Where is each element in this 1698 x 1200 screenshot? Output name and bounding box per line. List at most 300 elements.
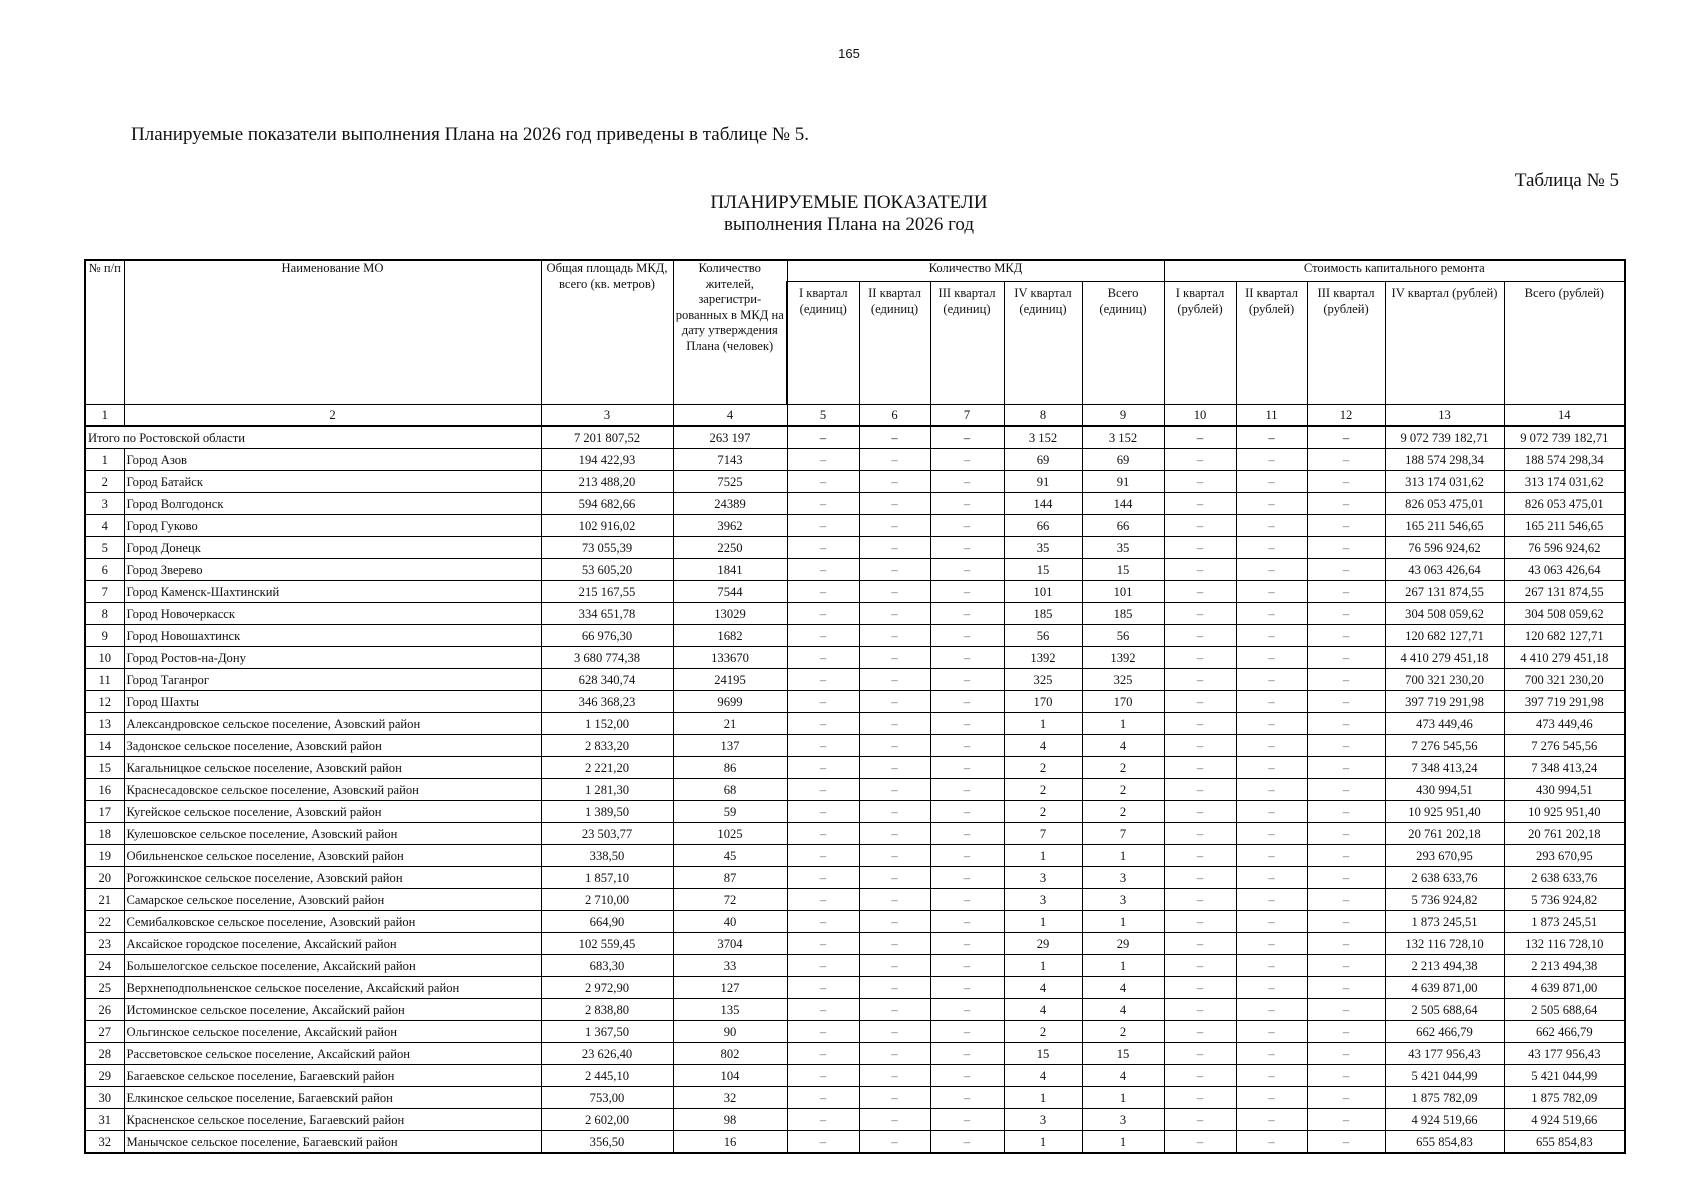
row-q4-rub: 2 638 633,76 [1385,867,1504,889]
total-rub: 9 072 739 182,71 [1504,426,1625,449]
row-total-rub: 5 421 044,99 [1504,1065,1625,1087]
row-q3-units: – [930,559,1004,581]
row-q3-rub: – [1307,933,1385,955]
row-total-units: 1392 [1082,647,1164,669]
row-q2-units: – [859,581,930,603]
row-total-units: 7 [1082,823,1164,845]
row-number: 11 [85,669,124,691]
column-number: 8 [1004,405,1082,427]
row-q4-units: 1 [1004,911,1082,933]
row-area: 3 680 774,38 [541,647,673,669]
row-q1-rub: – [1164,691,1236,713]
row-q2-units: – [859,493,930,515]
row-total-rub: 2 505 688,64 [1504,999,1625,1021]
table-row [85,867,1625,889]
row-area: 102 916,02 [541,515,673,537]
row-q2-units: – [859,669,930,691]
row-total-rub: 4 924 519,66 [1504,1109,1625,1131]
row-q4-rub: 304 508 059,62 [1385,603,1504,625]
row-q1-units: – [787,515,859,537]
row-q2-units: – [859,889,930,911]
row-q1-rub: – [1164,1043,1236,1065]
row-q1-rub: – [1164,1131,1236,1154]
table-row [85,625,1625,647]
total-label: Итого по Ростовской области [85,426,541,449]
row-total-units: 66 [1082,515,1164,537]
row-q2-units: – [859,1021,930,1043]
row-name: Город Ростов-на-Дону [124,647,541,669]
row-q1-rub: – [1164,911,1236,933]
table-row [85,955,1625,977]
row-q3-rub: – [1307,493,1385,515]
row-q4-units: 1 [1004,1087,1082,1109]
row-q4-units: 1392 [1004,647,1082,669]
row-q3-units: – [930,1021,1004,1043]
row-q2-rub: – [1236,471,1307,493]
row-q1-units: – [787,735,859,757]
row-total-rub: 293 670,95 [1504,845,1625,867]
row-q4-units: 1 [1004,1131,1082,1154]
row-q4-rub: 700 321 230,20 [1385,669,1504,691]
row-total-rub: 132 116 728,10 [1504,933,1625,955]
row-q1-rub: – [1164,713,1236,735]
row-q4-rub: 2 505 688,64 [1385,999,1504,1021]
row-total-units: 15 [1082,559,1164,581]
row-name: Задонское сельское поселение, Азовский район [124,735,541,757]
row-q2-rub: – [1236,537,1307,559]
row-q3-rub: – [1307,911,1385,933]
row-q2-units: – [859,537,930,559]
row-q2-units: – [859,779,930,801]
row-number: 1 [85,449,124,471]
row-name: Город Шахты [124,691,541,713]
row-q4-units: 69 [1004,449,1082,471]
row-q1-units: – [787,603,859,625]
row-area: 664,90 [541,911,673,933]
row-name: Елкинское сельское поселение, Багаевский район [124,1087,541,1109]
row-q1-rub: – [1164,1065,1236,1087]
table-row [85,603,1625,625]
row-q1-units: – [787,1131,859,1154]
row-q1-units: – [787,669,859,691]
row-number: 20 [85,867,124,889]
table-row [85,1043,1625,1065]
row-q3-units: – [930,1131,1004,1154]
row-q4-rub: 1 873 245,51 [1385,911,1504,933]
row-q2-rub: – [1236,911,1307,933]
row-q4-rub: 43 063 426,64 [1385,559,1504,581]
row-total-rub: 662 466,79 [1504,1021,1625,1043]
row-q3-units: – [930,779,1004,801]
row-q1-rub: – [1164,449,1236,471]
row-q2-units: – [859,977,930,999]
row-q3-units: – [930,669,1004,691]
row-q2-rub: – [1236,713,1307,735]
row-number: 5 [85,537,124,559]
row-q4-rub: 397 719 291,98 [1385,691,1504,713]
row-q1-units: – [787,911,859,933]
table-row [85,757,1625,779]
row-q3-units: – [930,757,1004,779]
row-q1-rub: – [1164,735,1236,757]
row-q2-rub: – [1236,757,1307,779]
row-q1-units: – [787,933,859,955]
header-total-rub: Всего (рублей) [1504,282,1625,405]
column-number: 7 [930,405,1004,427]
row-number: 24 [85,955,124,977]
row-total-rub: 10 925 951,40 [1504,801,1625,823]
row-q3-units: – [930,867,1004,889]
row-total-rub: 267 131 874,55 [1504,581,1625,603]
row-total-rub: 7 276 545,56 [1504,735,1625,757]
row-q2-rub: – [1236,801,1307,823]
row-q4-rub: 4 410 279 451,18 [1385,647,1504,669]
row-q4-rub: 473 449,46 [1385,713,1504,735]
row-area: 2 602,00 [541,1109,673,1131]
row-residents: 24389 [673,493,787,515]
row-number: 31 [85,1109,124,1131]
header-q1-rub: I квартал (рублей) [1164,282,1236,405]
column-numbers-row [85,405,1625,427]
row-q1-units: – [787,559,859,581]
total-q3-units: – [930,426,1004,449]
row-q4-units: 91 [1004,471,1082,493]
row-residents: 127 [673,977,787,999]
row-q3-units: – [930,801,1004,823]
row-q2-rub: – [1236,1109,1307,1131]
row-q1-rub: – [1164,823,1236,845]
row-total-rub: 188 574 298,34 [1504,449,1625,471]
table-row [85,471,1625,493]
row-area: 66 976,30 [541,625,673,647]
row-q4-units: 3 [1004,867,1082,889]
row-area: 594 682,66 [541,493,673,515]
row-q3-rub: – [1307,1131,1385,1154]
row-q3-units: – [930,1087,1004,1109]
row-name: Багаевское сельское поселение, Багаевский район [124,1065,541,1087]
row-residents: 21 [673,713,787,735]
row-q4-rub: 188 574 298,34 [1385,449,1504,471]
row-q2-rub: – [1236,647,1307,669]
row-total-units: 1 [1082,911,1164,933]
row-number: 13 [85,713,124,735]
row-area: 23 626,40 [541,1043,673,1065]
row-q1-units: – [787,845,859,867]
row-name: Манычское сельское поселение, Багаевский район [124,1131,541,1154]
row-q1-rub: – [1164,757,1236,779]
row-q4-rub: 76 596 924,62 [1385,537,1504,559]
row-q2-units: – [859,757,930,779]
row-q4-rub: 267 131 874,55 [1385,581,1504,603]
row-area: 1 857,10 [541,867,673,889]
row-q2-units: – [859,1043,930,1065]
row-q4-units: 15 [1004,1043,1082,1065]
row-q4-units: 15 [1004,559,1082,581]
header-area: Общая площадь МКД, всего (кв. метров) [541,260,673,405]
total-area: 7 201 807,52 [541,426,673,449]
row-q3-rub: – [1307,757,1385,779]
row-total-units: 2 [1082,757,1164,779]
row-area: 215 167,55 [541,581,673,603]
row-number: 28 [85,1043,124,1065]
row-q2-rub: – [1236,581,1307,603]
row-name: Город Азов [124,449,541,471]
row-number: 9 [85,625,124,647]
row-q2-rub: – [1236,1131,1307,1154]
row-q1-units: – [787,581,859,603]
row-residents: 137 [673,735,787,757]
total-q3-rub: – [1307,426,1385,449]
row-total-units: 4 [1082,999,1164,1021]
row-total-rub: 76 596 924,62 [1504,537,1625,559]
row-q4-units: 1 [1004,713,1082,735]
row-q3-units: – [930,1043,1004,1065]
row-total-rub: 120 682 127,71 [1504,625,1625,647]
row-name: Ольгинское сельское поселение, Аксайский район [124,1021,541,1043]
header-total-units: Всего (единиц) [1082,282,1164,405]
column-number: 14 [1504,405,1625,427]
row-q1-rub: – [1164,779,1236,801]
row-name: Город Зверево [124,559,541,581]
row-q4-units: 29 [1004,933,1082,955]
row-q3-rub: – [1307,955,1385,977]
row-q1-rub: – [1164,559,1236,581]
table-row [85,581,1625,603]
row-q3-rub: – [1307,691,1385,713]
row-name: Город Новошахтинск [124,625,541,647]
row-area: 356,50 [541,1131,673,1154]
row-q2-rub: – [1236,845,1307,867]
row-q2-units: – [859,1087,930,1109]
row-q4-rub: 313 174 031,62 [1385,471,1504,493]
total-q1-rub: – [1164,426,1236,449]
row-area: 334 651,78 [541,603,673,625]
row-q3-rub: – [1307,581,1385,603]
row-q1-rub: – [1164,493,1236,515]
row-q3-units: – [930,449,1004,471]
header-q2-units: II квартал (единиц) [859,282,930,405]
row-q4-rub: 5 421 044,99 [1385,1065,1504,1087]
row-residents: 90 [673,1021,787,1043]
row-total-rub: 2 213 494,38 [1504,955,1625,977]
total-q4-rub: 9 072 739 182,71 [1385,426,1504,449]
total-q4-units: 3 152 [1004,426,1082,449]
row-q4-rub: 655 854,83 [1385,1131,1504,1154]
table-row [85,669,1625,691]
row-q1-rub: – [1164,647,1236,669]
row-q4-rub: 4 924 519,66 [1385,1109,1504,1131]
row-q1-units: – [787,955,859,977]
row-q1-units: – [787,1065,859,1087]
row-total-rub: 20 761 202,18 [1504,823,1625,845]
row-number: 32 [85,1131,124,1154]
row-total-rub: 826 053 475,01 [1504,493,1625,515]
row-area: 1 389,50 [541,801,673,823]
row-q4-units: 66 [1004,515,1082,537]
row-number: 15 [85,757,124,779]
column-number: 6 [859,405,930,427]
row-number: 18 [85,823,124,845]
table-row [85,713,1625,735]
row-total-units: 325 [1082,669,1164,691]
row-number: 6 [85,559,124,581]
row-q2-rub: – [1236,889,1307,911]
column-number: 4 [673,405,787,427]
header-q3-rub: III квартал (рублей) [1307,282,1385,405]
title-line-1: ПЛАНИРУЕМЫЕ ПОКАЗАТЕЛИ [710,192,988,213]
row-q3-units: – [930,977,1004,999]
row-total-rub: 165 211 546,65 [1504,515,1625,537]
row-total-rub: 7 348 413,24 [1504,757,1625,779]
table-row [85,1087,1625,1109]
row-q4-rub: 1 875 782,09 [1385,1087,1504,1109]
row-q2-units: – [859,823,930,845]
table-label: Таблица № 5 [1514,170,1619,191]
row-q4-units: 1 [1004,845,1082,867]
row-q1-rub: – [1164,999,1236,1021]
row-total-units: 1 [1082,713,1164,735]
row-q2-rub: – [1236,1043,1307,1065]
table-row [85,515,1625,537]
row-name: Город Таганрог [124,669,541,691]
row-q3-rub: – [1307,999,1385,1021]
row-name: Семибалковское сельское поселение, Азовский район [124,911,541,933]
row-q1-units: – [787,889,859,911]
row-q4-units: 2 [1004,801,1082,823]
total-row [85,426,1625,449]
column-number: 5 [787,405,859,427]
row-q3-units: – [930,537,1004,559]
row-q1-rub: – [1164,867,1236,889]
row-q4-units: 4 [1004,999,1082,1021]
row-name: Город Донецк [124,537,541,559]
row-q2-rub: – [1236,559,1307,581]
total-q1-units: – [787,426,859,449]
row-area: 73 055,39 [541,537,673,559]
row-q2-units: – [859,735,930,757]
column-number: 9 [1082,405,1164,427]
row-q1-rub: – [1164,625,1236,647]
row-total-units: 3 [1082,889,1164,911]
row-q1-rub: – [1164,471,1236,493]
row-q2-rub: – [1236,735,1307,757]
row-number: 27 [85,1021,124,1043]
column-number: 1 [85,405,124,427]
row-q1-rub: – [1164,537,1236,559]
row-number: 16 [85,779,124,801]
table-row [85,537,1625,559]
row-q3-rub: – [1307,977,1385,999]
row-q2-units: – [859,845,930,867]
row-q2-rub: – [1236,1087,1307,1109]
row-q4-rub: 430 994,51 [1385,779,1504,801]
row-total-units: 2 [1082,1021,1164,1043]
row-q3-rub: – [1307,603,1385,625]
row-q4-rub: 7 348 413,24 [1385,757,1504,779]
row-q4-units: 2 [1004,1021,1082,1043]
row-q2-units: – [859,999,930,1021]
row-q2-units: – [859,1065,930,1087]
row-number: 17 [85,801,124,823]
row-q3-units: – [930,823,1004,845]
row-q1-units: – [787,625,859,647]
table-title [0,192,1698,236]
row-q4-rub: 5 736 924,82 [1385,889,1504,911]
row-area: 346 368,23 [541,691,673,713]
table-row [85,933,1625,955]
row-residents: 40 [673,911,787,933]
row-q2-rub: – [1236,625,1307,647]
row-area: 2 833,20 [541,735,673,757]
row-number: 26 [85,999,124,1021]
row-q3-units: – [930,471,1004,493]
row-name: Город Новочеркасск [124,603,541,625]
row-total-rub: 43 177 956,43 [1504,1043,1625,1065]
row-total-units: 1 [1082,955,1164,977]
row-total-units: 15 [1082,1043,1164,1065]
total-residents: 263 197 [673,426,787,449]
row-q3-rub: – [1307,867,1385,889]
header-q4-rub: IV квартал (рублей) [1385,282,1504,405]
table-row [85,1109,1625,1131]
row-q2-rub: – [1236,955,1307,977]
row-q3-units: – [930,933,1004,955]
row-q2-units: – [859,559,930,581]
row-number: 21 [85,889,124,911]
row-q3-rub: – [1307,889,1385,911]
row-q2-rub: – [1236,603,1307,625]
row-q2-units: – [859,955,930,977]
row-residents: 87 [673,867,787,889]
row-area: 1 281,30 [541,779,673,801]
row-area: 23 503,77 [541,823,673,845]
row-q1-units: – [787,801,859,823]
row-q2-units: – [859,691,930,713]
row-q4-units: 35 [1004,537,1082,559]
row-q3-rub: – [1307,801,1385,823]
row-name: Истоминское сельское поселение, Аксайский район [124,999,541,1021]
row-q1-units: – [787,449,859,471]
row-residents: 32 [673,1087,787,1109]
row-q3-rub: – [1307,625,1385,647]
row-number: 22 [85,911,124,933]
row-name: Александровское сельское поселение, Азовский район [124,713,541,735]
row-q4-units: 56 [1004,625,1082,647]
row-residents: 3962 [673,515,787,537]
row-q1-units: – [787,1087,859,1109]
column-number: 12 [1307,405,1385,427]
row-q3-rub: – [1307,779,1385,801]
row-residents: 7544 [673,581,787,603]
row-q3-units: – [930,1109,1004,1131]
row-residents: 3704 [673,933,787,955]
row-total-units: 4 [1082,977,1164,999]
row-q1-rub: – [1164,801,1236,823]
row-name: Кулешовское сельское поселение, Азовский район [124,823,541,845]
row-number: 4 [85,515,124,537]
row-q2-units: – [859,801,930,823]
row-q3-units: – [930,493,1004,515]
row-residents: 7143 [673,449,787,471]
row-q3-units: – [930,603,1004,625]
row-residents: 13029 [673,603,787,625]
row-total-units: 69 [1082,449,1164,471]
row-total-units: 91 [1082,471,1164,493]
row-q4-rub: 132 116 728,10 [1385,933,1504,955]
row-total-rub: 397 719 291,98 [1504,691,1625,713]
row-q3-rub: – [1307,669,1385,691]
row-q1-rub: – [1164,1087,1236,1109]
